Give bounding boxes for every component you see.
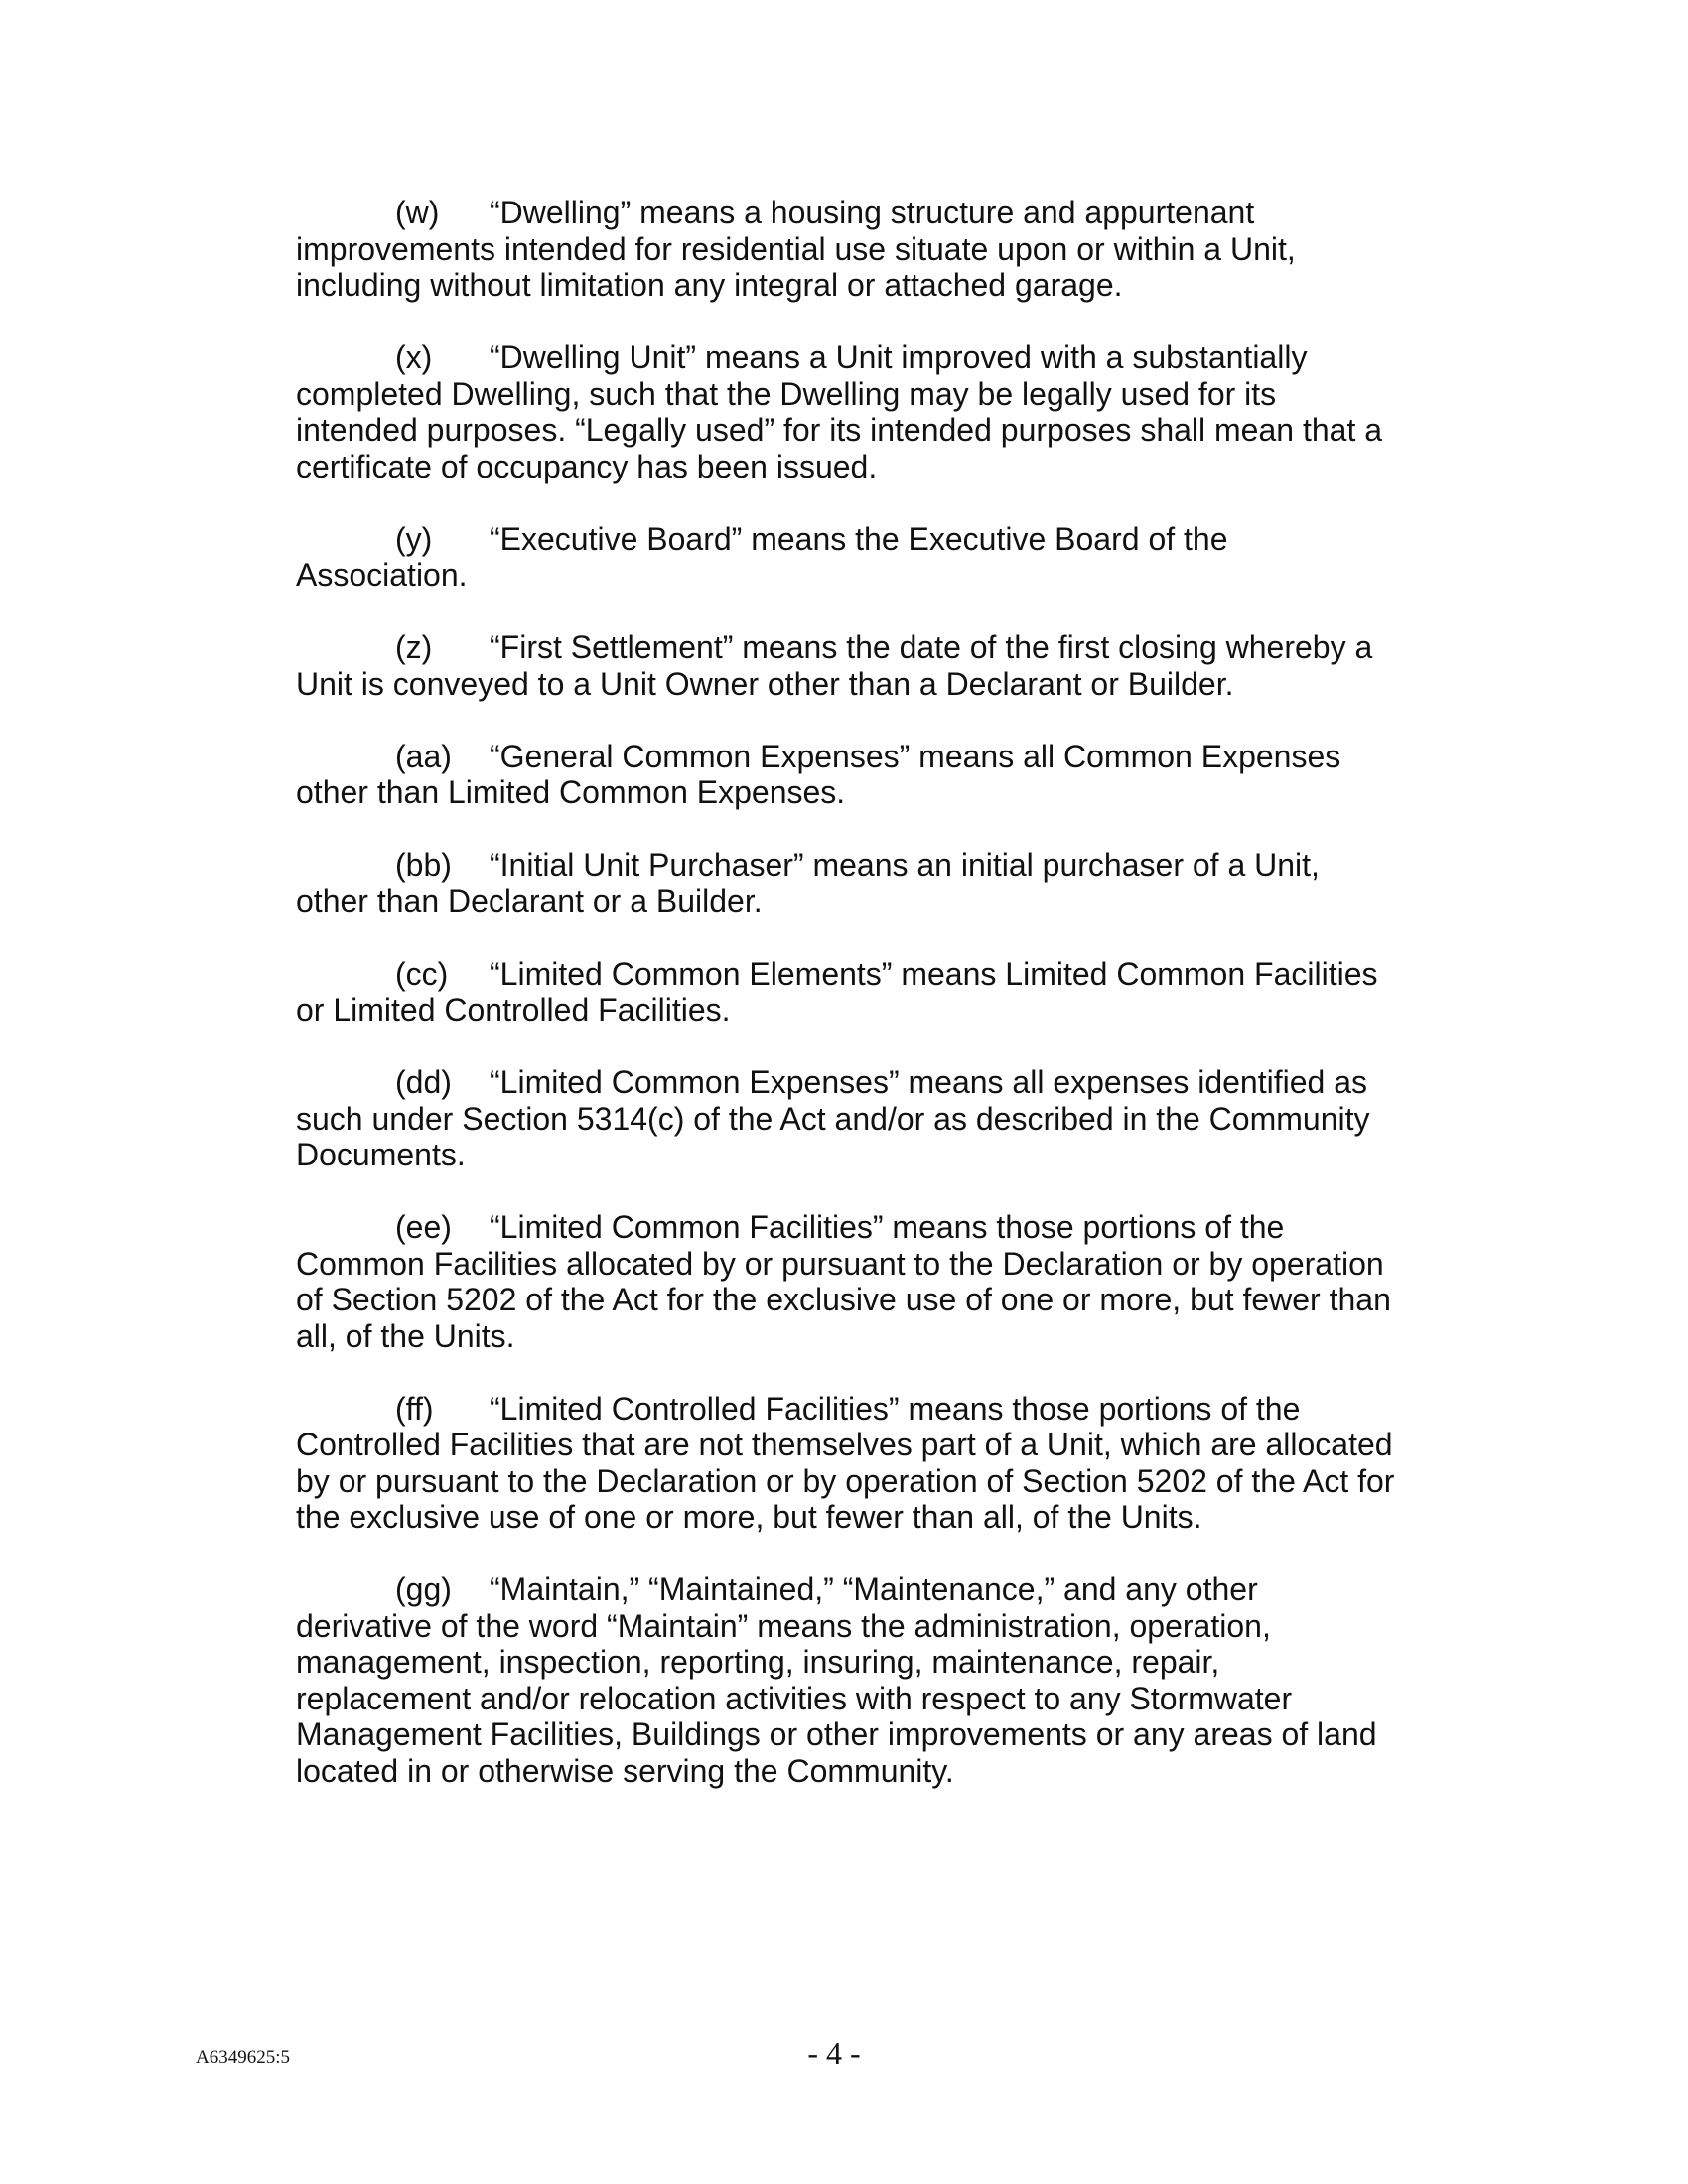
definition-text: “First Settlement” means the date of the first closing whereby a Unit is conveyed to a Unit Owner other than a Declarant or Builder.	[296, 629, 1373, 702]
definition-z	[296, 629, 1398, 702]
definition-label: (aa)	[395, 738, 452, 774]
definition-cc	[296, 956, 1398, 1028]
definition-label: (cc)	[395, 955, 449, 992]
definition-label: (w)	[395, 195, 440, 230]
definition-label: (y)	[395, 520, 433, 557]
definition-dd	[296, 1064, 1398, 1173]
definition-text: “Limited Common Expenses” means all expenses identified as such under Section 5314(c) of the Act and/or as described in the Community Documents.	[296, 1064, 1370, 1172]
definition-w	[296, 195, 1398, 304]
document-id: A6349625:5	[196, 2047, 290, 2068]
definition-aa	[296, 739, 1398, 811]
definition-y	[296, 521, 1398, 594]
definition-text: “Dwelling” means a housing structure and appurtenant improvements intended for residential use situate upon or within a Unit, including without limitation any integral or attached garage.	[296, 195, 1296, 303]
definition-label: (z)	[395, 629, 433, 665]
definition-label: (ff)	[395, 1390, 434, 1427]
definition-ee	[296, 1209, 1398, 1354]
definitions-list	[296, 195, 1398, 1826]
definition-label: (gg)	[395, 1571, 452, 1607]
definition-gg	[296, 1571, 1398, 1789]
definition-text: “Maintain,” “Maintained,” “Maintenance,” and any other derivative of the word “Maintain” means the administration, operation, management, inspection, reporting, insuring, maintenance, repair, replacement and/or relocation activities with respect to any Stormwater Management Facilities, Buildings or other improvements or any areas of land located in or otherwise serving the Community.	[296, 1571, 1377, 1789]
definition-label: (bb)	[395, 847, 452, 883]
definition-label: (x)	[395, 340, 433, 375]
definition-text: “General Common Expenses” means all Common Expenses other than Limited Common Expenses.	[296, 738, 1341, 810]
definition-label: (ee)	[395, 1209, 452, 1245]
definition-text: “Limited Controlled Facilities” means those portions of the Controlled Facilities that are not themselves part of a Unit, which are allocated by or pursuant to the Declaration or by operation of Section 5202 of the Act for the exclusive use of one or more, but fewer than all, of the Units.	[296, 1390, 1395, 1535]
definition-text: “Initial Unit Purchaser” means an initial purchaser of a Unit, other than Declarant or a Builder.	[296, 847, 1320, 919]
page-number: - 4 -	[807, 2035, 861, 2071]
definition-text: “Limited Common Elements” means Limited Common Facilities or Limited Controlled Facilities.	[296, 955, 1378, 1027]
definition-x	[296, 340, 1398, 484]
definition-text: “Executive Board” means the Executive Board of the Association.	[296, 520, 1228, 593]
definition-ff	[296, 1391, 1398, 1536]
definition-bb	[296, 847, 1398, 919]
definition-text: “Limited Common Facilities” means those portions of the Common Facilities allocated by or pursuant to the Declaration or by operation of Section 5202 of the Act for the exclusive use of one or more, but fewer than all, of the Units.	[296, 1209, 1391, 1354]
definition-label: (dd)	[395, 1064, 452, 1100]
definition-text: “Dwelling Unit” means a Unit improved with a substantially completed Dwelling, such that the Dwelling may be legally used for its intended purposes. “Legally used” for its intended purposes shall mean that a certificate of occupancy has been issued.	[296, 340, 1383, 484]
